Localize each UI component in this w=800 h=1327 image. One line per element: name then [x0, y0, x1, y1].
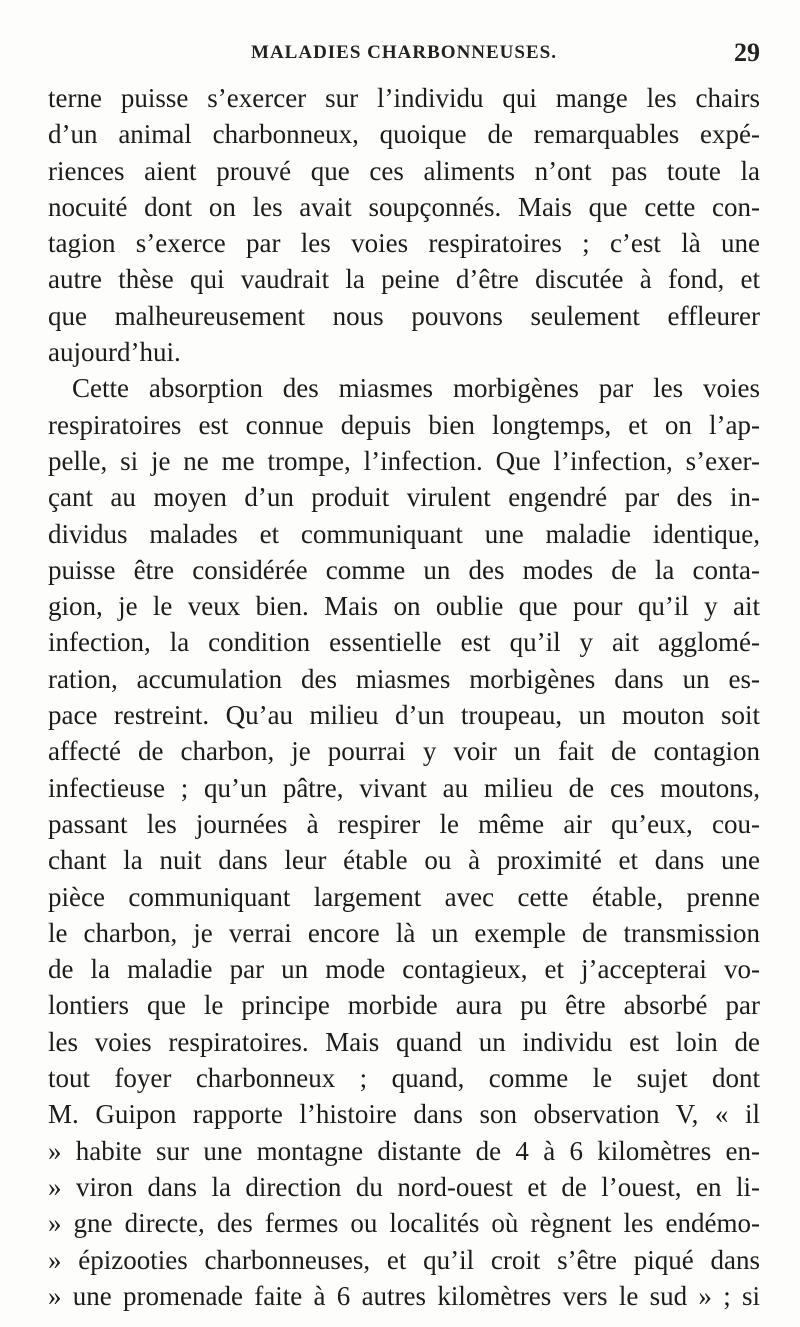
- text-line: d’un animal charbonneux, quoique de remarquables expé-: [48, 119, 760, 150]
- text-line: » viron dans la direction du nord-ouest et de l’ouest, en li-: [48, 1171, 760, 1202]
- text-line: chant la nuit dans leur étable ou à proximité et dans une: [48, 845, 760, 876]
- text-line: pace restreint. Qu’au milieu d’un troupeau, un mouton soit: [48, 700, 760, 731]
- text-line: passant les journées à respirer le même air qu’eux, cou-: [48, 808, 760, 839]
- text-line: lontiers que le principe morbide aura pu être absorbé par: [48, 990, 760, 1021]
- text-line: » épizooties charbonneuses, et qu’il croit s’être piqué dans: [48, 1244, 760, 1275]
- running-head: [48, 38, 760, 72]
- text-line: ration, accumulation des miasmes morbigènes dans un es-: [48, 663, 760, 694]
- text-line: riences aient prouvé que ces aliments n’ont pas toute la: [48, 155, 760, 186]
- text-line: autre thèse qui vaudrait la peine d’être discutée à fond, et: [48, 264, 760, 295]
- text-line: M. Guipon rapporte l’histoire dans son observation V, « il: [48, 1099, 760, 1130]
- running-title: MALADIES CHARBONNEUSES.: [251, 42, 557, 63]
- text-line: aujourd’hui.: [48, 337, 181, 368]
- body-text: [48, 80, 760, 1314]
- text-line: terne puisse s’exercer sur l’individu qui mange les chairs: [48, 83, 760, 113]
- text-line: gion, je le veux bien. Mais on oublie que pour qu’il y ait: [48, 591, 760, 622]
- text-line: pièce communiquant largement avec cette étable, prenne: [48, 881, 760, 912]
- text-line: les voies respiratoires. Mais quand un individu est loin de: [48, 1026, 760, 1057]
- text-line: tagion s’exerce par les voies respiratoires ; c’est là une: [48, 228, 760, 259]
- text-line: affecté de charbon, je pourrai y voir un fait de contagion: [48, 736, 760, 767]
- text-line: respiratoires est connue depuis bien longtemps, et on l’ap-: [48, 409, 760, 440]
- text-line: pelle, si je ne me trompe, l’infection. Que l’infection, s’exer-: [48, 445, 760, 476]
- text-line: de la maladie par un mode contagieux, et j’accepterai vo-: [48, 954, 760, 985]
- text-line: que malheureusement nous pouvons seulement effleurer: [48, 300, 760, 331]
- text-line: puisse être considérée comme un des modes de la conta-: [48, 554, 760, 585]
- text-line: tout foyer charbonneux ; quand, comme le sujet dont: [48, 1063, 760, 1094]
- text-line: Cette absorption des miasmes morbigènes par les voies: [72, 373, 760, 404]
- text-line: infectieuse ; qu’un pâtre, vivant au milieu de ces moutons,: [48, 772, 760, 803]
- text-line: çant au moyen d’un produit virulent engendré par des in-: [48, 482, 760, 513]
- text-line: nocuité dont on les avait soupçonnés. Mais que cette con-: [48, 191, 760, 222]
- text-line: » habite sur une montagne distante de 4 à 6 kilomètres en-: [48, 1135, 760, 1166]
- text-line: infection, la condition essentielle est qu’il y ait agglomé-: [48, 627, 760, 658]
- page-number: 29: [734, 38, 760, 67]
- text-line: » gne directe, des fermes ou localités où règnent les endémo-: [48, 1208, 760, 1239]
- text-line: le charbon, je verrai encore là un exemple de transmission: [48, 917, 760, 948]
- text-line: » une promenade faite à 6 autres kilomètres vers le sud » ; si: [48, 1280, 760, 1311]
- text-line: dividus malades et communiquant une maladie identique,: [48, 518, 760, 549]
